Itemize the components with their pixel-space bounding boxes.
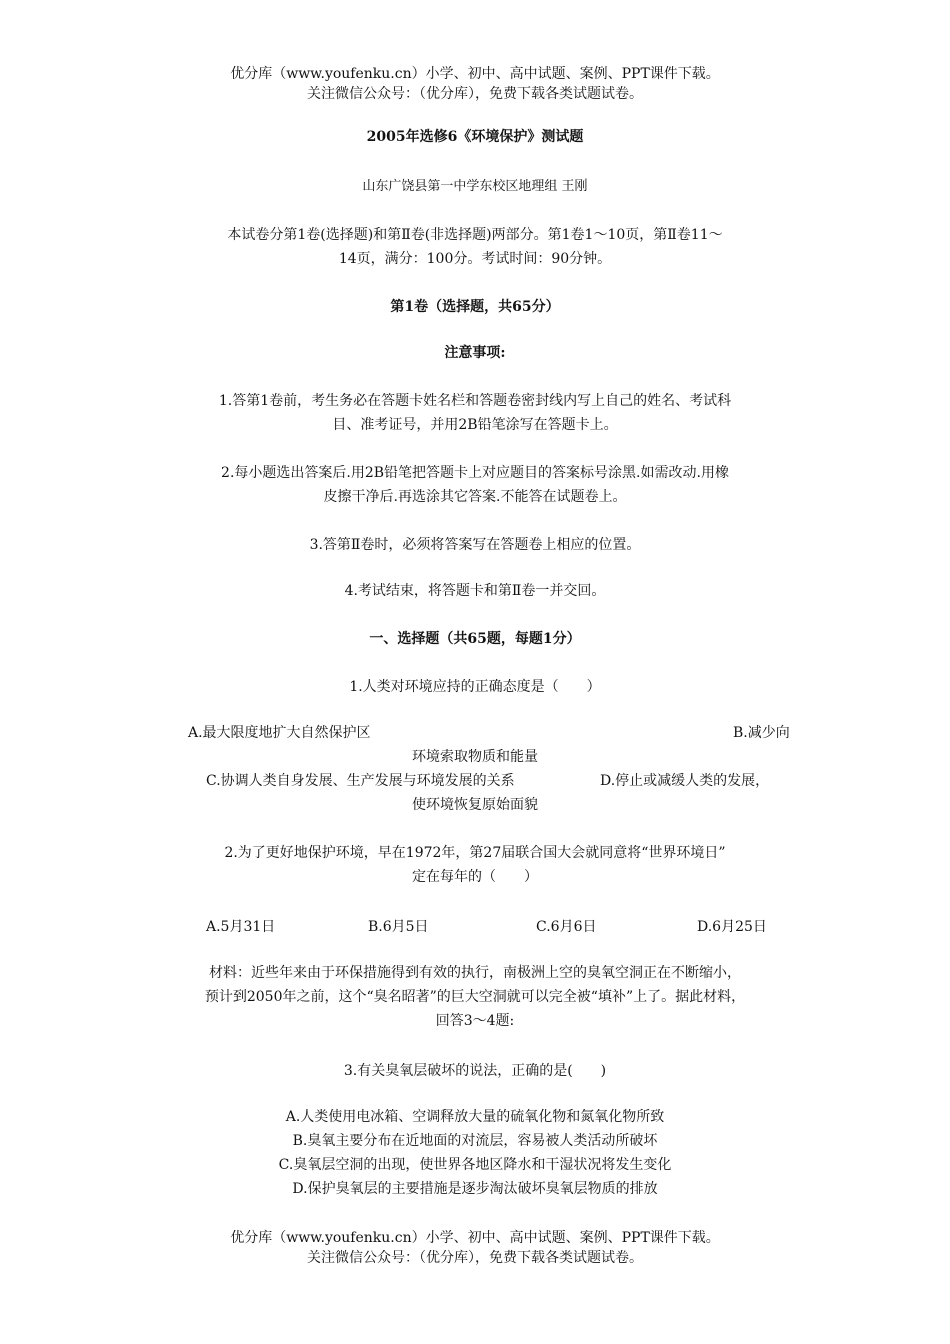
q2-option-b: B.6月5日 [368,919,429,935]
notice-3: 3.答第Ⅱ卷时，必须将答案写在答题卷上相应的位置。 [309,537,641,553]
q1-option-b-part1: B.减少向 [733,725,790,741]
notice-title: 注意事项: [444,345,506,361]
q1-option-d-part2: 使环境恢复原始面貌 [412,797,538,813]
q2-option-a: A.5月31日 [206,919,276,935]
q1-option-d-part1: D.停止或减缓人类的发展， [600,773,770,789]
notice-1-line-2: 目、准考证号，并用2B铅笔涂写在答题卡上。 [332,417,618,433]
part1-title: 第1卷（选择题，共65分） [390,299,560,315]
material-line-3: 回答3～4题: [435,1013,515,1029]
q3-option-b: B.臭氧主要分布在近地面的对流层，容易被人类活动所破坏 [292,1133,658,1149]
q2-option-c: C.6月6日 [536,919,597,935]
q2-option-d: D.6月25日 [697,919,767,935]
footer-line-1: 优分库（www.youfenku.cn）小学、初中、高中试题、案例、PPT课件下载。 [230,1230,720,1246]
q1-option-b-part2: 环境索取物质和能量 [412,749,538,765]
notice-1-line-1: 1.答第1卷前，考生务必在答题卡姓名栏和答题卷密封线内写上自己的姓名、考试科 [218,393,732,409]
q3-option-a: A.人类使用电冰箱、空调释放大量的硫氧化物和氮氧化物所致 [285,1109,665,1125]
q2-stem-line-2: 定在每年的（ ） [412,869,538,885]
q3-option-d: D.保护臭氧层的主要措施是逐步淘汰破坏臭氧层物质的排放 [292,1181,658,1197]
footer-line-2: 关注微信公众号：（优分库），免费下载各类试题试卷。 [307,1250,643,1266]
header-line-2: 关注微信公众号：（优分库），免费下载各类试题试卷。 [307,86,643,102]
material-line-2: 预计到2050年之前，这个“臭名昭著”的巨大空洞就可以完全被“填补”上了。据此材料， [204,989,746,1005]
author-line: 山东广饶县第一中学东校区地理组 王刚 [362,179,588,194]
q2-stem-line-1: 2.为了更好地保护环境，早在1972年，第27届联合国大会就同意将“世界环境日” [224,845,726,861]
q3-option-c: C.臭氧层空洞的出现，使世界各地区降水和干湿状况将发生变化 [278,1157,672,1173]
notice-4: 4.考试结束，将答题卡和第Ⅱ卷一并交回。 [344,583,606,599]
q3-stem: 3.有关臭氧层破坏的说法，正确的是( ) [343,1063,607,1079]
page-title: 2005年选修6《环境保护》测试题 [366,129,584,145]
q1-option-c: C.协调人类自身发展、生产发展与环境发展的关系 [206,773,515,789]
q1-stem: 1.人类对环境应持的正确态度是（ ） [349,679,601,695]
intro-line-2: 14页，满分：100分。考试时间：90分钟。 [338,251,612,267]
q1-option-a: A.最大限度地扩大自然保护区 [188,725,371,741]
section1-title: 一、选择题（共65题，每题1分） [369,631,581,647]
material-line-1: 材料：近些年来由于环保措施得到有效的执行，南极洲上空的臭氧空洞正在不断缩小， [209,965,741,981]
intro-line-1: 本试卷分第1卷(选择题)和第Ⅱ卷(非选择题)两部分。第1卷1～10页，第Ⅱ卷11～ [227,227,723,243]
header-line-1: 优分库（www.youfenku.cn）小学、初中、高中试题、案例、PPT课件下载。 [230,66,720,82]
notice-2-line-2: 皮擦干净后.再选涂其它答案.不能答在试题卷上。 [323,489,627,505]
notice-2-line-1: 2.每小题选出答案后.用2B铅笔把答题卡上对应题目的答案标号涂黑.如需改动.用橡 [221,465,729,481]
